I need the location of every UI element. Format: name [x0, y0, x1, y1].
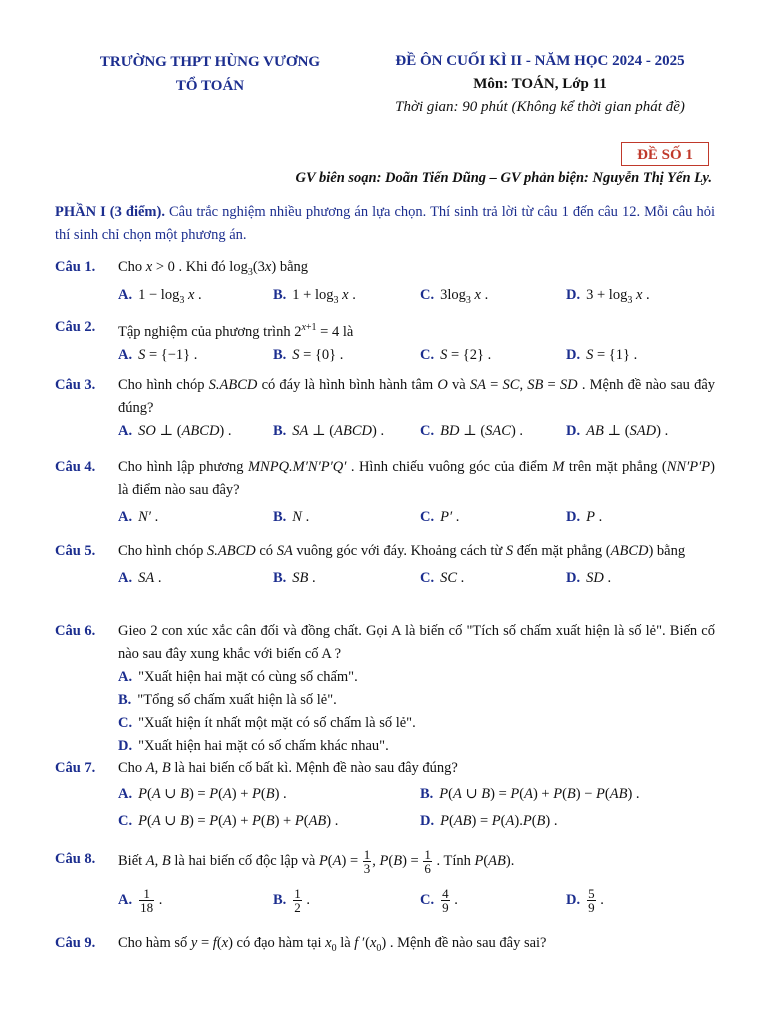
part1-label: PHẦN I (3 điểm).	[55, 204, 165, 220]
option-d[interactable]: D. AB ⊥ (SAD) .	[566, 423, 669, 439]
exam-time: Thời gian: 90 phút (Không kể thời gian phát đề)	[395, 99, 685, 115]
option-a[interactable]: A. $\frac{1}{18}$ .	[118, 886, 163, 915]
exam-title: ĐỀ ÔN CUỐI KÌ II - NĂM HỌC 2024 - 2025	[395, 53, 685, 69]
exam-subject: Môn: TOÁN, Lớp 11	[473, 76, 607, 92]
options-row-1	[118, 783, 715, 806]
question-text: Cho x > 0 . Khi đó $\log_3(3x)$ bằng	[118, 259, 308, 278]
option-c[interactable]: C. P(A ∪ B) = P(A) + P(B) + P(AB) .	[118, 813, 339, 829]
options-row	[118, 887, 715, 917]
question-text: Cho hình lập phương MNPQ.M′N′P′Q′ . Hình chiếu vuông góc của điểm M trên mặt phẳng (NN′P′P) là điểm nào sau đây?	[118, 459, 715, 498]
question-3	[55, 374, 715, 443]
option-d[interactable]: D. P(AB) = P(A).P(B) .	[420, 813, 558, 829]
option-d[interactable]: D. S = {1} .	[566, 346, 638, 363]
question-text: Cho hình chóp S.ABCD có đáy là hình bình hành tâm O và SA = SC, SB = SD . Mệnh đề nào sau đây đúng?	[118, 377, 716, 416]
options-row	[118, 506, 715, 529]
option-b[interactable]: B. S = {0} .	[273, 346, 344, 363]
option-c[interactable]: C. $\frac{4}{9}$ .	[420, 886, 458, 915]
option-b[interactable]: B. SB .	[273, 570, 316, 586]
option-d[interactable]: D. P .	[566, 509, 603, 525]
question-number: Câu 5.	[55, 543, 96, 559]
options-row	[118, 284, 715, 307]
options-row	[118, 420, 715, 443]
question-8	[55, 848, 715, 917]
authors-line: GV biên soạn: Doãn Tiến Dũng – GV phản biện: Nguyễn Thị Yến Ly.	[295, 170, 712, 186]
exam-header	[370, 50, 710, 119]
option-a[interactable]: A. SO ⊥ (ABCD) .	[118, 423, 232, 439]
option-b[interactable]: B. $\frac{1}{2}$ .	[273, 886, 311, 915]
option-b[interactable]: B. SA ⊥ (ABCD) .	[273, 423, 385, 439]
question-number: Câu 7.	[55, 760, 96, 776]
option-a[interactable]: A. $1 - \log_3 x$ .	[118, 286, 202, 306]
question-4	[55, 456, 715, 529]
option-c[interactable]: C. $3\log_3$ x .	[420, 286, 489, 306]
options-row-2	[118, 810, 715, 833]
option-d[interactable]: D. $\frac{5}{9}$ .	[566, 886, 604, 915]
question-text: Gieo 2 con xúc xắc cân đối và đồng chất. Gọi A là biến cố "Tích số chấm xuất hiện là số lẻ". Biến cố nào sau đây xung khắc với biến cố A ?	[118, 623, 715, 662]
part1-instructions	[55, 201, 715, 247]
exam-number-badge: ĐỀ SỐ 1	[621, 142, 709, 166]
question-1	[55, 256, 715, 307]
question-text: Tập nghiệm của phương trình $2^{x+1} = 4$ là	[118, 322, 354, 340]
school-name: TRƯỜNG THPT HÙNG VƯƠNG	[99, 54, 321, 70]
question-7	[55, 757, 715, 833]
option-c[interactable]: C. SC .	[420, 570, 465, 586]
option-b[interactable]: B. N .	[273, 509, 310, 525]
option-a[interactable]: A. P(A ∪ B) = P(A) + P(B) .	[118, 786, 287, 802]
question-text: Cho A, B là hai biến cố bất kì. Mệnh đề nào sau đây đúng?	[118, 760, 458, 776]
option-c[interactable]: C. "Xuất hiện ít nhất một mặt có số chấm là số lẻ".	[118, 715, 416, 731]
option-a[interactable]: A. "Xuất hiện hai mặt có cùng số chấm".	[118, 669, 358, 685]
option-a[interactable]: A. N′ .	[118, 509, 159, 525]
option-d[interactable]: D. $3 + \log_3 x$ .	[566, 286, 650, 306]
option-b[interactable]: B. $1 + \log_3 x$ .	[273, 286, 356, 306]
options-row	[118, 567, 715, 590]
question-text: Biết A, B là hai biến cố độc lập và P(A) = $\frac{1}{3}$ , P(B) = $\frac{1}{6}$ . Tính P(AB).	[118, 847, 515, 876]
option-a[interactable]: A. S = {−1} .	[118, 346, 198, 363]
options-row	[118, 344, 715, 367]
question-9	[55, 932, 715, 960]
option-d[interactable]: D. SD .	[566, 570, 612, 586]
option-b[interactable]: B. "Tổng số chấm xuất hiện là số lẻ".	[118, 692, 337, 708]
question-number: Câu 4.	[55, 459, 96, 475]
option-a[interactable]: A. SA .	[118, 570, 162, 586]
option-c[interactable]: C. BD ⊥ (SAC) .	[420, 423, 524, 439]
option-b[interactable]: B. P(A ∪ B) = P(A) + P(B) − P(AB) .	[420, 786, 640, 802]
department-name: TỔ TOÁN	[175, 78, 245, 94]
question-text: Cho hàm số y = f(x) có đạo hàm tại $x_0$ là f $'(x_0)$ . Mệnh đề nào sau đây sai?	[118, 935, 547, 954]
question-2	[55, 316, 715, 367]
question-number: Câu 2.	[55, 319, 96, 335]
question-5	[55, 540, 715, 590]
school-header	[60, 50, 360, 98]
option-c[interactable]: C. P′ .	[420, 509, 460, 525]
part1-description: Câu trắc nghiệm nhiều phương án lựa chọn. Thí sinh trả lời từ câu 1 đến câu 12. Mỗi câu hỏi thí sinh chỉ chọn một phương án.	[55, 204, 715, 243]
question-number: Câu 8.	[55, 851, 96, 867]
question-number: Câu 1.	[55, 259, 96, 275]
question-number: Câu 9.	[55, 935, 96, 951]
question-6	[55, 620, 715, 758]
question-number: Câu 6.	[55, 623, 96, 639]
question-text: Cho hình chóp S.ABCD có SA vuông góc với đáy. Khoảng cách từ S đến mặt phẳng (ABCD) bằng	[118, 543, 686, 559]
question-number: Câu 3.	[55, 377, 96, 393]
option-d[interactable]: D. "Xuất hiện hai mặt có số chấm khác nhau".	[118, 738, 389, 754]
option-c[interactable]: C. S = {2} .	[420, 346, 492, 363]
